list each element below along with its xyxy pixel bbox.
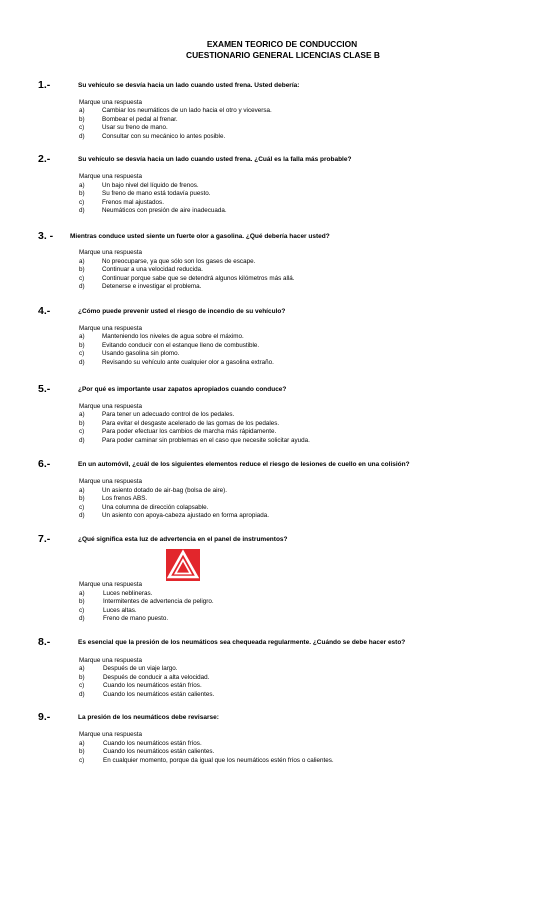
option-letter: c)	[79, 198, 85, 206]
option-letter: b)	[79, 341, 85, 349]
option-text: Cuando los neumáticos están fríos.	[103, 682, 202, 689]
option-text: Usando gasolina sin plomo.	[102, 350, 180, 357]
option-letter: a)	[79, 333, 85, 340]
option-text: Después de conducir a alta velocidad.	[103, 673, 210, 681]
option-letter: b)	[79, 266, 85, 273]
answer-option-b[interactable]	[79, 748, 519, 756]
option-text: Su freno de mano está todavía puesto.	[102, 190, 211, 197]
answer-prompt: Marque una respuesta	[79, 581, 143, 588]
question-number: 1.-	[38, 79, 51, 91]
option-letter: d)	[79, 132, 85, 140]
answer-option-b[interactable]	[79, 598, 519, 606]
answer-option-c[interactable]	[79, 199, 519, 207]
question-text: Mientras conduce usted siente un fuerte olor a gasolina. ¿Qué debería hacer usted?	[70, 233, 330, 240]
question-text: ¿Qué significa esta luz de advertencia en el panel de instrumentos?	[78, 536, 288, 543]
option-text: Continuar porque sabe que se detendrá algunos kilómetros más allá.	[102, 274, 295, 282]
option-letter: b)	[79, 419, 85, 427]
answer-prompt: Marque una respuesta	[79, 402, 143, 410]
question-text: Su vehículo se desvía hacia un lado cuando usted frena. Usted debería:	[78, 82, 300, 89]
option-letter: a)	[79, 181, 85, 189]
question-5	[0, 383, 546, 444]
option-text: Para poder caminar sin problemas en el caso que necesite solicitar ayuda.	[102, 436, 310, 444]
answer-option-b[interactable]	[79, 266, 519, 274]
answer-option-a[interactable]	[79, 107, 519, 115]
answer-prompt: Marque una respuesta	[79, 731, 143, 738]
question-number: 8.-	[38, 636, 51, 648]
option-text: Una columna de dirección colapsable.	[102, 503, 209, 511]
answer-option-a[interactable]	[79, 182, 519, 190]
option-text: Cuando los neumáticos están calientes.	[103, 748, 215, 755]
option-text: Frenos mal ajustados.	[102, 198, 164, 206]
answer-option-b[interactable]	[79, 495, 519, 503]
question-text: Su vehículo se desvía hacia un lado cuando usted frena. ¿Cuál es la falla más probable?	[78, 156, 352, 163]
option-text: Para evitar el desgaste acelerado de las gomas de los pedales.	[102, 419, 280, 427]
hazard-warning-triangle-icon	[166, 549, 200, 581]
option-letter: c)	[79, 428, 85, 435]
answer-option-a[interactable]	[79, 258, 519, 266]
question-text: ¿Por qué es importante usar zapatos apropiados cuando conduce?	[78, 386, 287, 393]
option-letter: a)	[79, 739, 85, 747]
answer-option-c[interactable]	[79, 428, 519, 436]
document-subtitle: CUESTIONARIO GENERAL LICENCIAS CLASE B	[186, 50, 380, 60]
hazard-triangle-graphic	[166, 549, 200, 581]
answer-option-d[interactable]	[79, 691, 519, 699]
option-text: Evitando conducir con el estanque lleno de combustible.	[102, 341, 260, 349]
option-text: Revisando su vehículo ante cualquier olor a gasolina extraño.	[102, 358, 274, 366]
question-number: 7.-	[38, 533, 51, 545]
question-text: La presión de los neumáticos debe revisarse:	[78, 714, 219, 721]
answer-option-a[interactable]	[79, 590, 519, 598]
answer-option-c[interactable]	[79, 350, 519, 358]
option-letter: b)	[79, 495, 85, 502]
option-text: Usar su freno de mano.	[102, 124, 168, 131]
answer-prompt: Marque una respuesta	[79, 656, 143, 664]
option-text: Para poder efectuar los cambios de marcha más rápidamente.	[102, 428, 277, 435]
answer-option-a[interactable]	[79, 487, 519, 495]
option-letter: c)	[79, 350, 85, 357]
option-letter: b)	[79, 598, 85, 605]
option-letter: d)	[79, 615, 85, 622]
answer-option-d[interactable]	[79, 283, 519, 291]
option-text: Consultar con su mecánico lo antes posible.	[102, 132, 226, 140]
answer-option-d[interactable]	[79, 437, 519, 445]
answer-option-c[interactable]	[79, 275, 519, 283]
option-letter: b)	[79, 748, 85, 755]
question-number: 5.-	[38, 383, 51, 395]
option-text: Un bajo nivel del líquido de frenos.	[102, 181, 199, 189]
answer-option-c[interactable]	[79, 124, 519, 132]
option-letter: a)	[79, 486, 85, 494]
option-text: Para tener un adecuado control de los pedales.	[102, 411, 235, 418]
option-letter: d)	[79, 283, 85, 290]
option-text: Un asiento dotado de air-bag (bolsa de aire).	[102, 486, 227, 494]
option-letter: c)	[79, 274, 85, 282]
answer-option-a[interactable]	[79, 333, 519, 341]
answer-option-c[interactable]	[79, 682, 519, 690]
question-6	[0, 458, 546, 519]
option-letter: a)	[79, 107, 85, 114]
question-number: 4.-	[38, 305, 51, 317]
question-7	[0, 533, 546, 622]
answer-option-b[interactable]	[79, 190, 519, 198]
option-text: Luces neblineras.	[103, 589, 153, 597]
option-text: Cambiar los neumáticos de un lado hacia el otro y viceversa.	[102, 107, 272, 114]
question-number: 9.-	[38, 711, 51, 723]
answer-option-b[interactable]	[79, 116, 519, 124]
option-letter: c)	[79, 503, 85, 511]
question-number: 6.-	[38, 458, 51, 470]
answer-option-c[interactable]	[79, 607, 519, 615]
option-text: Detenerse e investigar el problema.	[102, 283, 202, 290]
question-number: 3. -	[38, 230, 54, 242]
answer-prompt: Marque una respuesta	[79, 478, 143, 485]
option-text: Cuando los neumáticos están fríos.	[103, 739, 202, 747]
option-letter: c)	[79, 682, 85, 689]
answer-option-c[interactable]	[79, 757, 519, 765]
option-text: Continuar a una velocidad reducida.	[102, 266, 203, 273]
option-text: Después de un viaje largo.	[103, 665, 178, 672]
option-text: Cuando los neumáticos están calientes.	[103, 690, 215, 698]
option-letter: d)	[79, 436, 85, 444]
option-letter: d)	[79, 512, 85, 519]
answer-prompt: Marque una respuesta	[79, 324, 143, 332]
answer-option-d[interactable]	[79, 512, 519, 520]
document-header	[0, 39, 546, 61]
question-text: En un automóvil, ¿cuál de los siguientes elementos reduce el riesgo de lesiones de cuello en una colisión?	[78, 461, 410, 468]
answer-option-d[interactable]	[79, 207, 519, 215]
answer-option-d[interactable]	[79, 359, 519, 367]
option-text: En cualquier momento, porque da igual que los neumáticos estén fríos o calientes.	[103, 756, 334, 764]
question-3	[0, 230, 546, 290]
option-text: Un asiento con apoya-cabeza ajustado en forma apropiada.	[102, 512, 269, 519]
answer-option-a[interactable]	[79, 665, 519, 673]
question-1	[0, 79, 546, 140]
answer-option-a[interactable]	[79, 411, 519, 419]
option-letter: a)	[79, 665, 85, 672]
option-letter: b)	[79, 115, 85, 123]
option-letter: a)	[79, 257, 85, 265]
answer-option-b[interactable]	[79, 420, 519, 428]
option-text: Intermitentes de advertencia de peligro.	[103, 598, 214, 605]
answer-prompt: Marque una respuesta	[79, 173, 143, 180]
question-text: ¿Cómo puede prevenir usted el riesgo de incendio de su vehículo?	[78, 308, 286, 315]
option-letter: b)	[79, 190, 85, 197]
option-letter: d)	[79, 358, 85, 366]
option-text: Los frenos ABS.	[102, 495, 148, 502]
option-text: Luces altas.	[103, 606, 137, 614]
question-9	[0, 711, 546, 764]
question-2	[0, 153, 546, 214]
answer-prompt: Marque una respuesta	[79, 249, 143, 256]
answer-option-b[interactable]	[79, 342, 519, 350]
option-text: Bombear el pedal al frenar.	[102, 115, 178, 123]
question-8	[0, 636, 546, 698]
answer-option-c[interactable]	[79, 504, 519, 512]
option-letter: d)	[79, 207, 85, 214]
option-letter: c)	[79, 756, 85, 764]
question-4	[0, 305, 546, 366]
option-letter: d)	[79, 690, 85, 698]
option-text: No preocuparse, ya que sólo son los gases de escape.	[102, 257, 256, 265]
answer-option-a[interactable]	[79, 740, 519, 748]
answer-option-d[interactable]	[79, 133, 519, 141]
option-text: Manteniendo los niveles de agua sobre el máximo.	[102, 333, 244, 340]
option-letter: c)	[79, 124, 85, 131]
option-letter: a)	[79, 589, 85, 597]
question-text: Es esencial que la presión de los neumáticos sea chequeada regularmente. ¿Cuándo se debe hacer esto?	[78, 639, 406, 646]
question-number: 2.-	[38, 153, 51, 165]
option-letter: c)	[79, 606, 85, 614]
document-title: EXAMEN TEORICO DE CONDUCCION	[206, 39, 358, 49]
answer-option-d[interactable]	[79, 615, 519, 623]
option-text: Neumáticos con presión de aire inadecuada.	[102, 207, 227, 214]
option-letter: a)	[79, 411, 85, 418]
option-text: Freno de mano puesto.	[103, 615, 169, 622]
answer-option-b[interactable]	[79, 674, 519, 682]
answer-prompt: Marque una respuesta	[79, 99, 143, 106]
option-letter: b)	[79, 673, 85, 681]
